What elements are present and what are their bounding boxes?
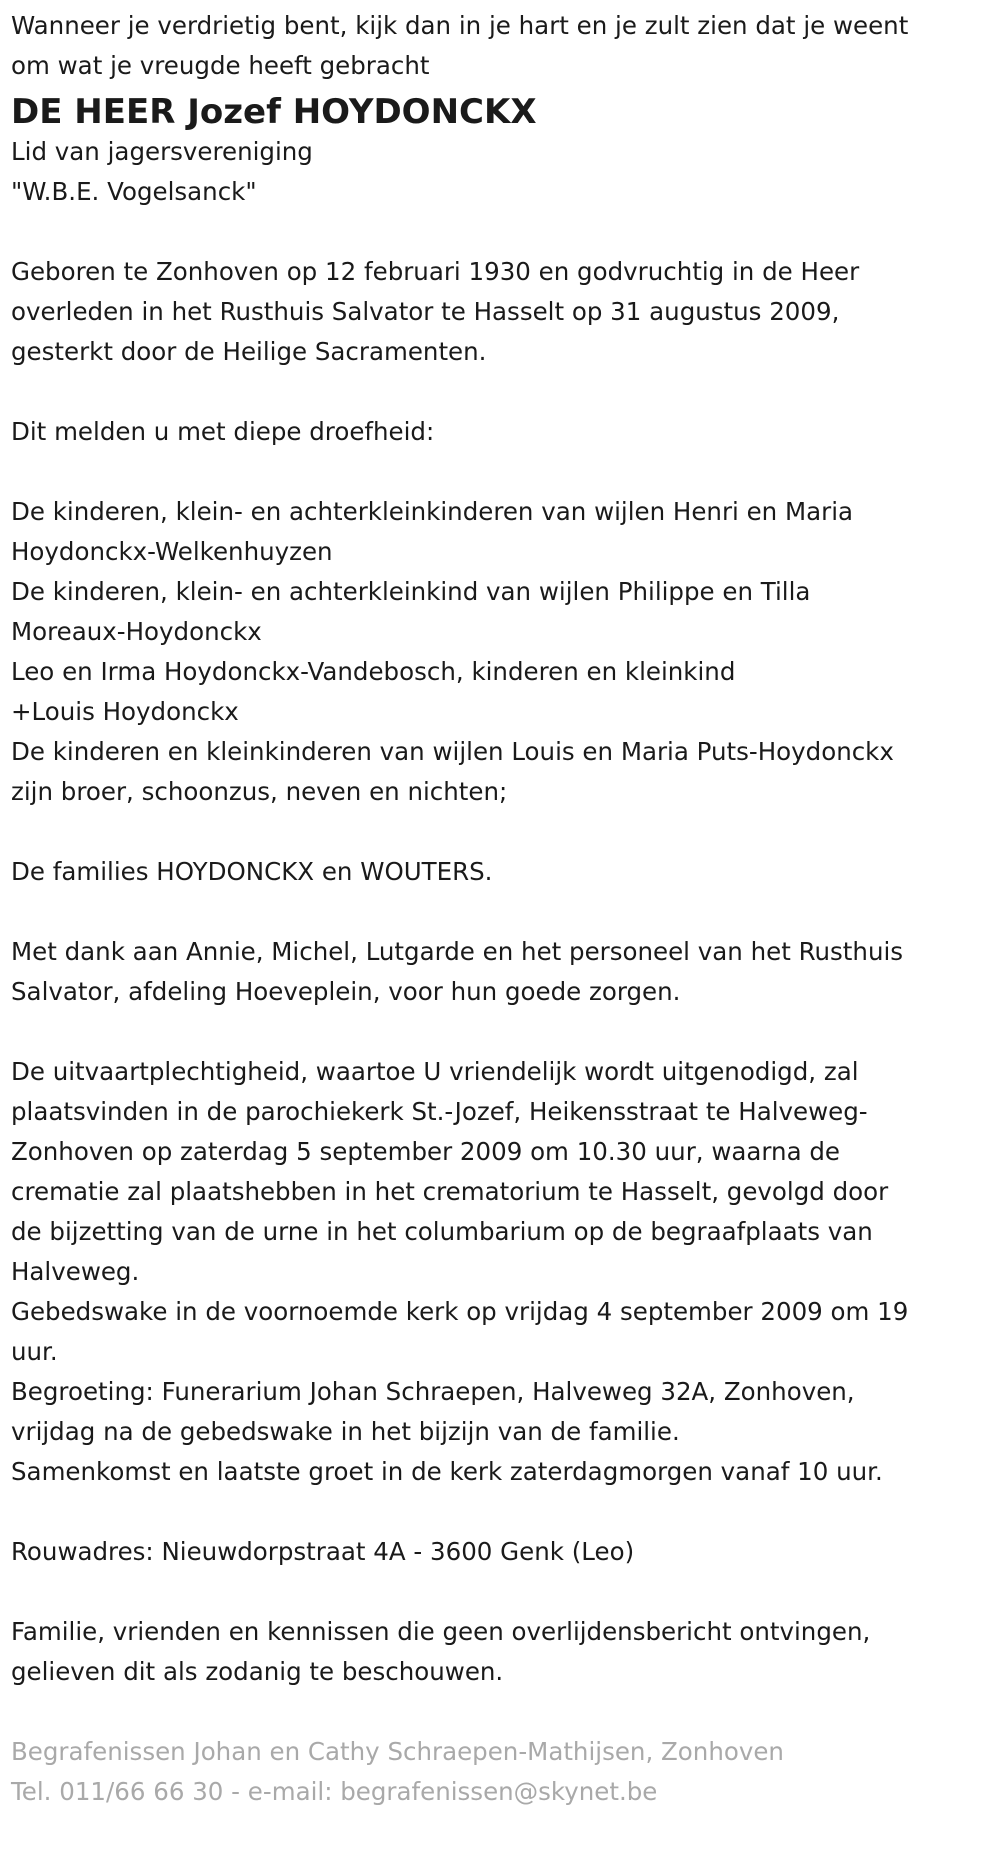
notice-paragraph (11, 1612, 989, 1692)
mourning-address: Rouwadres: Nieuwdorpstraat 4A - 3600 Genk (Leo) (11, 1537, 635, 1566)
quote-line: Wanneer je verdrietig bent, kijk dan in je hart en je zult zien dat je weent (11, 11, 909, 40)
family-list (11, 492, 989, 812)
family-line: De kinderen, klein- en achterkleinkind van wijlen Philippe en Tilla (11, 577, 811, 606)
paragraph-line: Halveweg. (11, 1257, 140, 1286)
family-line: +Louis Hoydonckx (11, 697, 239, 726)
announcement: Dit melden u met diepe droefheid: (11, 417, 435, 446)
undertaker-footer (11, 1732, 989, 1812)
ceremony-paragraph (11, 1052, 989, 1492)
paragraph-line: Zonhoven op zaterdag 5 september 2009 om 10.30 uur, waarna de (11, 1137, 841, 1166)
birth-death-paragraph (11, 252, 989, 372)
paragraph-line: gesterkt door de Heilige Sacramenten. (11, 337, 487, 366)
paragraph-line: plaatsvinden in de parochiekerk St.-Jozef, Heikensstraat te Halveweg- (11, 1097, 868, 1126)
thanks-paragraph (11, 932, 989, 1012)
family-line: Moreaux-Hoydonckx (11, 617, 262, 646)
membership-line: "W.B.E. Vogelsanck" (11, 177, 257, 206)
family-line: Leo en Irma Hoydonckx-Vandebosch, kinderen en kleinkind (11, 657, 736, 686)
membership (11, 132, 989, 212)
paragraph-line: vrijdag na de gebedswake in het bijzijn van de familie. (11, 1417, 680, 1446)
families-line: De families HOYDONCKX en WOUTERS. (11, 857, 493, 886)
paragraph-line: crematie zal plaatshebben in het crematorium te Hasselt, gevolgd door (11, 1177, 889, 1206)
paragraph-line: Met dank aan Annie, Michel, Lutgarde en het personeel van het Rusthuis (11, 937, 904, 966)
family-line: Hoydonckx-Welkenhuyzen (11, 537, 333, 566)
paragraph-line: De uitvaartplechtigheid, waartoe U vriendelijk wordt uitgenodigd, zal (11, 1057, 859, 1086)
undertaker-company: Begrafenissen Johan en Cathy Schraepen-Mathijsen, Zonhoven (11, 1737, 784, 1766)
opening-quote (11, 6, 989, 86)
paragraph-line: overleden in het Rusthuis Salvator te Hasselt op 31 augustus 2009, (11, 297, 840, 326)
paragraph-line: Begroeting: Funerarium Johan Schraepen, Halveweg 32A, Zonhoven, (11, 1377, 855, 1406)
quote-line: om wat je vreugde heeft gebracht (11, 51, 430, 80)
deceased-name: DE HEER Jozef HOYDONCKX (11, 92, 537, 132)
paragraph-line: Gebedswake in de voornoemde kerk op vrijdag 4 september 2009 om 19 (11, 1297, 909, 1326)
family-line: zijn broer, schoonzus, neven en nichten; (11, 777, 508, 806)
family-line: De kinderen en kleinkinderen van wijlen Louis en Maria Puts-Hoydonckx (11, 737, 894, 766)
paragraph-line: uur. (11, 1337, 58, 1366)
paragraph-line: gelieven dit als zodanig te beschouwen. (11, 1657, 504, 1686)
paragraph-line: Familie, vrienden en kennissen die geen overlijdensbericht ontvingen, (11, 1617, 871, 1646)
paragraph-line: Salvator, afdeling Hoeveplein, voor hun goede zorgen. (11, 977, 681, 1006)
membership-line: Lid van jagersvereniging (11, 137, 313, 166)
family-line: De kinderen, klein- en achterkleinkinderen van wijlen Henri en Maria (11, 497, 854, 526)
undertaker-contact: Tel. 011/66 66 30 - e-mail: begrafenissen@skynet.be (11, 1777, 658, 1806)
paragraph-line: Geboren te Zonhoven op 12 februari 1930 en godvruchtig in de Heer (11, 257, 860, 286)
paragraph-line: de bijzetting van de urne in het columbarium op de begraafplaats van (11, 1217, 873, 1246)
paragraph-line: Samenkomst en laatste groet in de kerk zaterdagmorgen vanaf 10 uur. (11, 1457, 883, 1486)
